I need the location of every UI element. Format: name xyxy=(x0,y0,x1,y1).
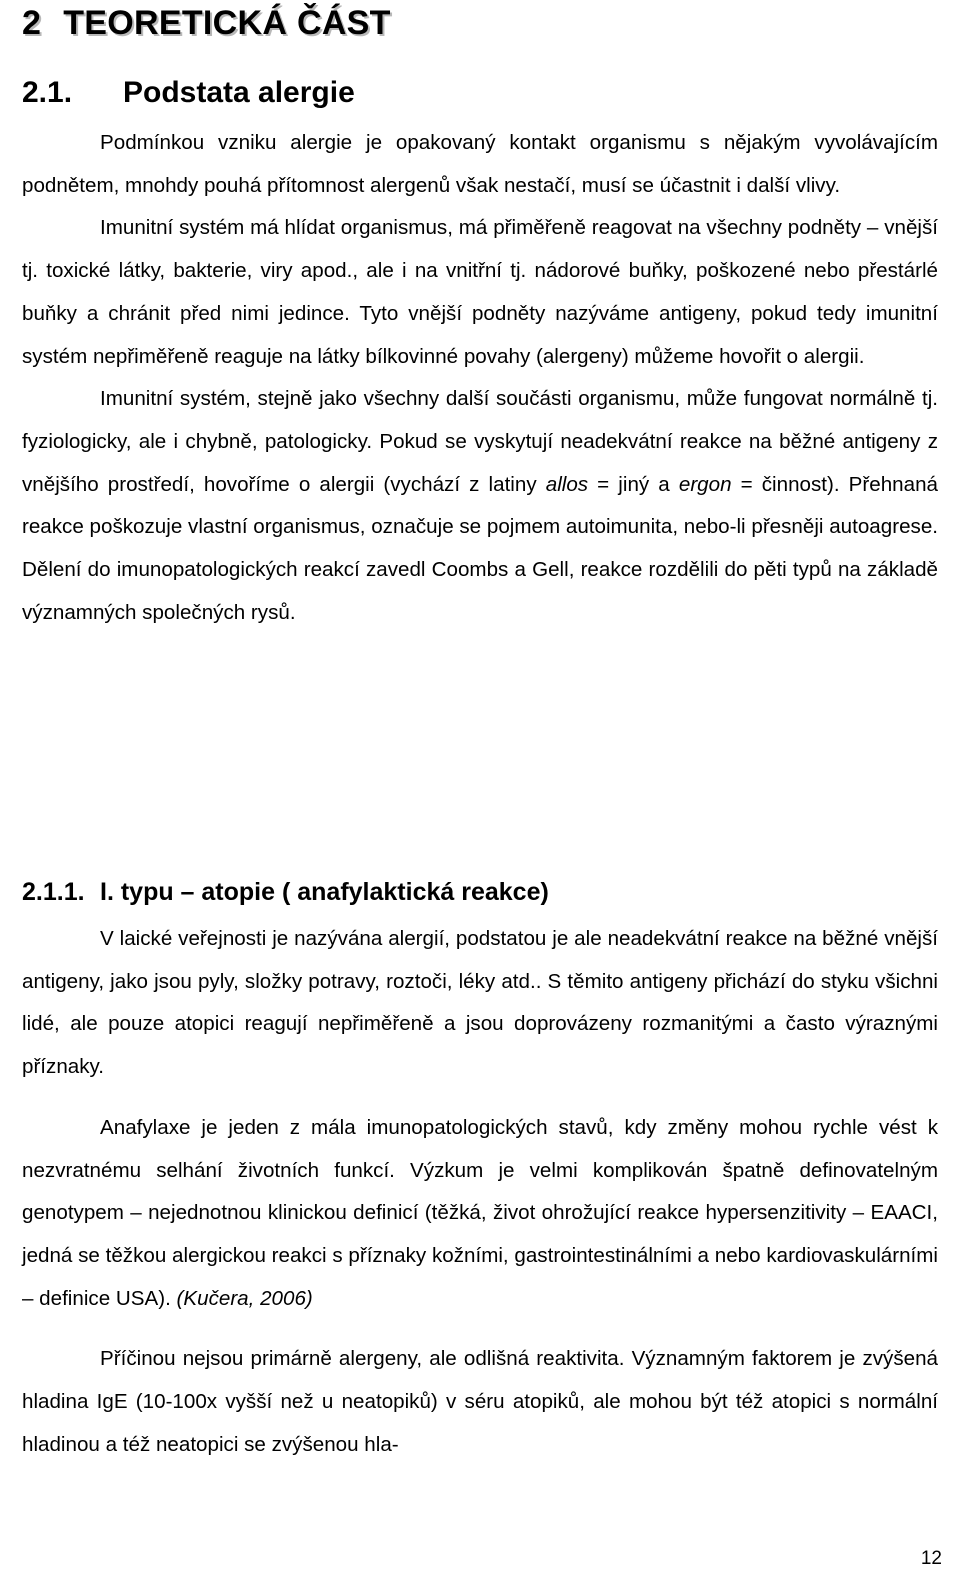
subsection-heading xyxy=(22,878,549,907)
paragraph: Podmínkou vzniku alergie je opakovaný kontakt organismu s nějakým vyvolávajícím podnětem, mnohdy pouhá přítomnost alergenů však nestačí, musí se účastnit i další vlivy. xyxy=(22,131,938,197)
chapter-number: 2 xyxy=(22,4,42,42)
paragraph: V laické veřejnosti je nazývána alergií, podstatou je ale neadekvátní reakce na běžné vnější antigeny, jako jsou pyly, složky potravy, roztoči, léky atd.. S těmito antigeny přichází do styku všichni lidé, ale pouze atopici reagují nepřiměřeně a jsou doprovázeny rozmanitými a často výraznými příznaky. xyxy=(22,927,938,1079)
paragraph xyxy=(22,1107,938,1321)
chapter-heading xyxy=(22,4,391,43)
paragraph: Imunitní systém má hlídat organismus, má přiměřeně reagovat na všechny podněty – vnější tj. toxické látky, bakterie, viry apod., ale i na vnitřní tj. nádorové buňky, poškozené nebo přestárlé buňky a chránit před nimi jedince. Tyto vnější podněty nazýváme antigeny, pokud tedy imunitní systém nepřiměřeně reaguje na látky bílkovinné povahy (alergeny) můžeme hovořit o alergii. xyxy=(22,216,938,368)
citation: (Kučera, 2006) xyxy=(176,1286,313,1310)
paragraph-text: = činnost). Přehnaná reakce poškozuje vlastní organismus, označuje se pojmem autoimunita, nebo-li přesněji autoagrese. Dělení do imunopatologických reakcí zavedl Coombs a Gell, reakce rozdělili do pěti typů na základě významných společných rysů. xyxy=(22,472,938,624)
paragraph-text: = jiný a xyxy=(588,472,679,496)
paragraph-text: Anafylaxe je jeden z mála imunopatologických stavů, kdy změny mohou rychle vést k nezvratnému selhání životních funkcí. Výzkum je velmi komplikován špatně definovatelným genotypem – nejednotnou klinickou definicí (těžká, život ohrožující reakce hypersenzitivity – EAACI, jedná se těžkou alergickou reakci s příznaky kožními, gastrointestinálními a nebo kardiovaskulárními – definice USA). xyxy=(22,1115,938,1310)
subsection-title: I. typu – atopie ( anafylaktická reakce) xyxy=(100,878,549,906)
paragraph xyxy=(22,378,938,634)
subsection-body xyxy=(22,918,938,1466)
latin-term: allos xyxy=(545,472,589,496)
latin-term: ergon xyxy=(678,472,732,496)
section-heading xyxy=(22,76,355,110)
page-number: 12 xyxy=(920,1548,942,1569)
section-number: 2.1. xyxy=(22,76,73,109)
paragraph: Příčinou nejsou primárně alergeny, ale odlišná reaktivita. Významným faktorem je zvýšená hladina IgE (10-100x vyšší než u neatopiků) v séru atopiků, ale mohou být též atopici s normální hladinou a též neatopici se zvýšenou hla- xyxy=(22,1347,938,1456)
paragraph-text: Imunitní systém, stejně jako všechny další součásti organismu, může fungovat normálně tj. fyziologicky, ale i chybně, patologicky. Pokud se vyskytují neadekvátní reakce na běžné antigeny z vnějšího prostředí, hovoříme o alergii (vychází z latiny xyxy=(22,387,938,496)
subsection-number: 2.1.1. xyxy=(22,878,85,906)
chapter-title: TEORETICKÁ ČÁST xyxy=(63,4,391,42)
section-title: Podstata alergie xyxy=(123,76,355,109)
section-body xyxy=(22,122,938,634)
